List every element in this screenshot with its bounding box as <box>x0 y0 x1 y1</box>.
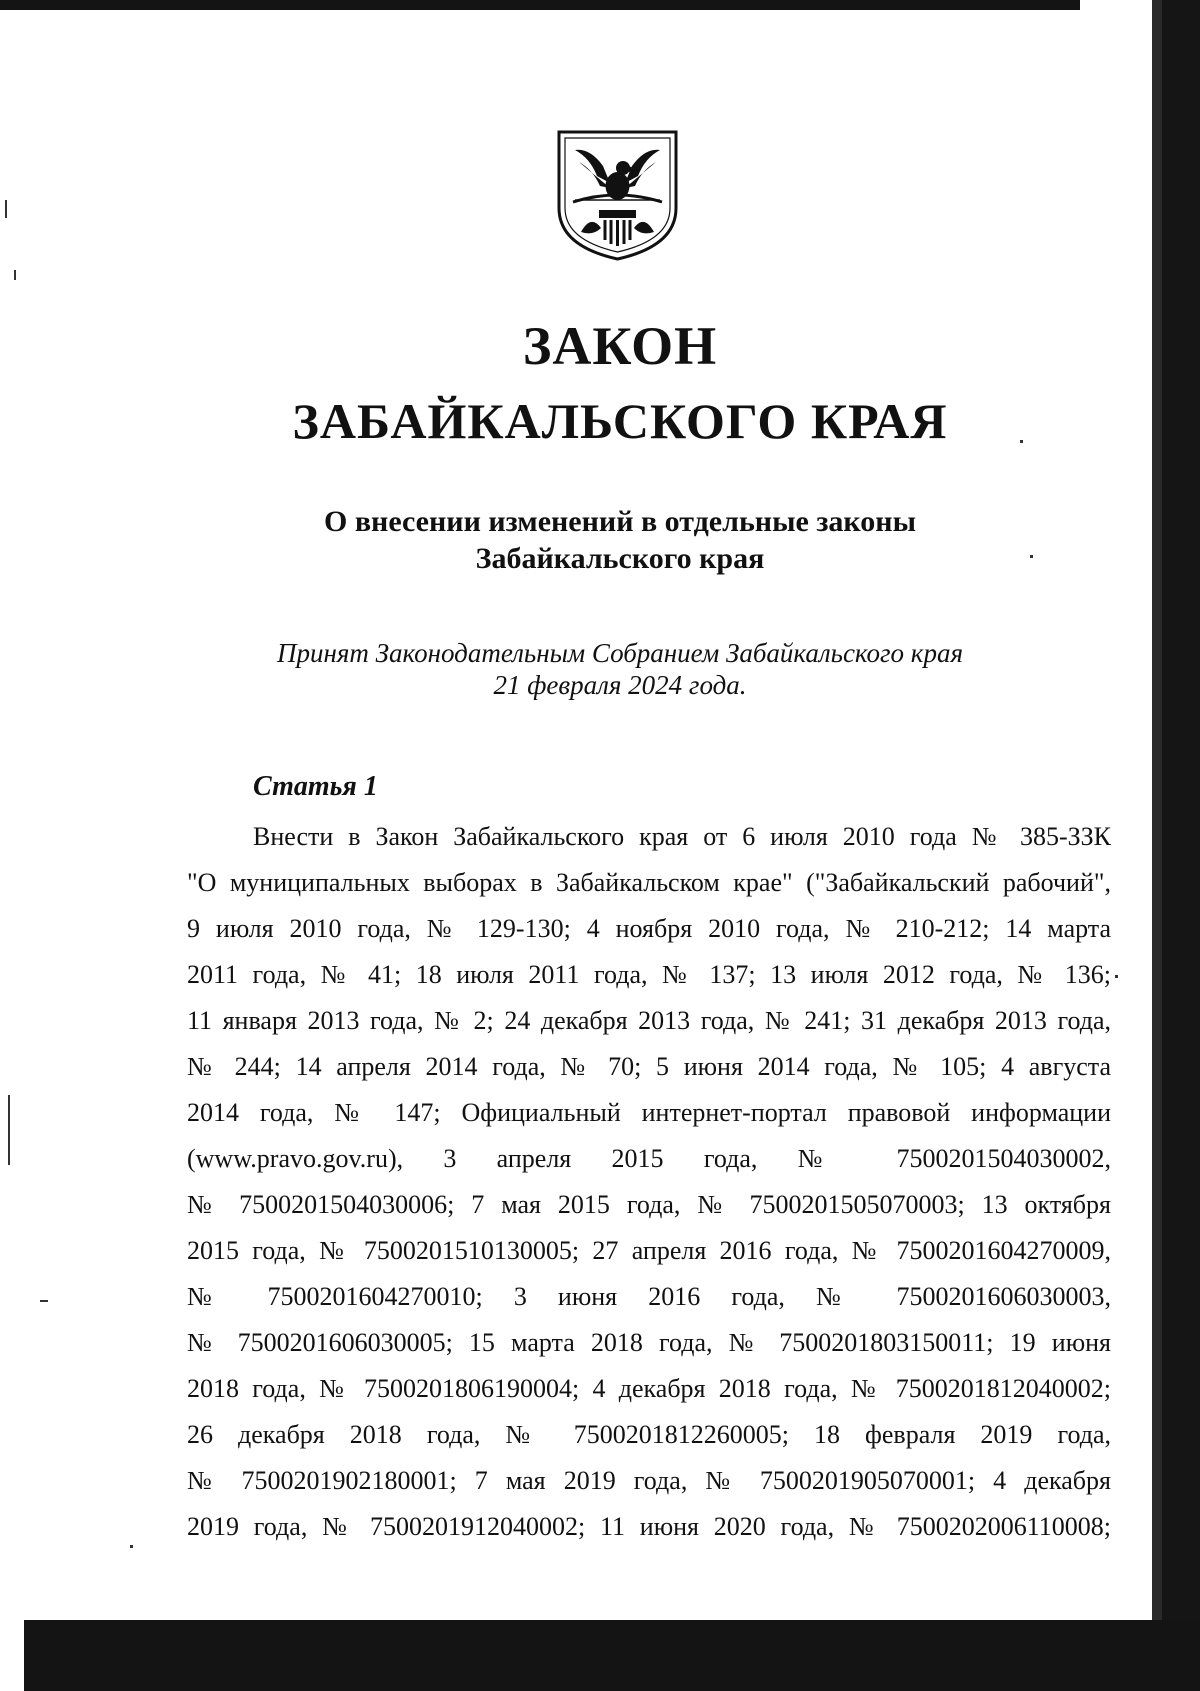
body-line: 2011 года, № 41; 18 июля 2011 года, № 137; 13 июля 2012 года, № 136; <box>187 960 1111 989</box>
adoption-note-line-1: Принят Законодательным Собранием Забайкальского края <box>276 638 963 668</box>
body-line: 9 июля 2010 года, № 129-130; 4 ноября 2010 года, № 210-212; 14 марта <box>187 914 1111 943</box>
coat-of-arms-emblem <box>555 128 680 263</box>
law-title: ЗАКОН <box>522 316 718 376</box>
scan-speck <box>5 200 7 218</box>
body-line: 2018 года, № 7500201806190004; 4 декабря 2018 года, № 7500201812040002; <box>187 1374 1111 1403</box>
article-heading: Статья 1 <box>253 771 378 802</box>
body-line: № 7500201902180001; 7 мая 2019 года, № 7500201905070001; 4 декабря <box>187 1466 1111 1495</box>
law-subject-line-2: Забайкальского края <box>475 542 765 575</box>
body-line: 2019 года, № 7500201912040002; 11 июня 2020 года, № 7500202006110008; <box>187 1512 1111 1541</box>
body-line: 2015 года, № 7500201510130005; 27 апреля 2016 года, № 7500201604270009, <box>187 1236 1111 1265</box>
scan-speck <box>14 270 16 280</box>
body-line: № 7500201504030006; 7 мая 2015 года, № 7500201505070003; 13 октября <box>187 1190 1111 1219</box>
adoption-note-line-2: 21 февраля 2024 года. <box>493 670 747 700</box>
body-line: 11 января 2013 года, № 2; 24 декабря 2013 года, № 241; 31 декабря 2013 года, <box>187 1006 1111 1035</box>
scan-border-bottom <box>24 1620 1200 1691</box>
law-subject-line-1: О внесении изменений в отдельные законы <box>324 505 916 538</box>
scan-speck <box>1115 975 1118 978</box>
body-line: "О муниципальных выборах в Забайкальском крае" ("Забайкальский рабочий", <box>187 868 1111 897</box>
scan-border-right-inner <box>1152 0 1162 1691</box>
scan-speck <box>8 1095 10 1165</box>
scan-border-top <box>0 0 1080 10</box>
body-line: 2014 года, № 147; Официальный интернет-портал правовой информации <box>187 1098 1111 1127</box>
body-line: № 7500201606030005; 15 марта 2018 года, № 7500201803150011; 19 июня <box>187 1328 1111 1357</box>
scan-border-right <box>1162 0 1200 1691</box>
body-line: (www.pravo.gov.ru), 3 апреля 2015 года, № 7500201504030002, <box>187 1144 1111 1173</box>
body-line: 26 декабря 2018 года, № 7500201812260005; 18 февраля 2019 года, <box>187 1420 1111 1449</box>
body-line: № 7500201604270010; 3 июня 2016 года, № 7500201606030003, <box>187 1282 1111 1311</box>
body-line: Внести в Закон Забайкальского края от 6 июля 2010 года № 385-ЗЗК <box>253 822 1111 851</box>
law-title-region: ЗАБАЙКАЛЬСКОГО КРАЯ <box>292 393 948 449</box>
body-line: № 244; 14 апреля 2014 года, № 70; 5 июня 2014 года, № 105; 4 августа <box>187 1052 1111 1081</box>
scan-speck <box>130 1545 133 1548</box>
scan-speck <box>40 1300 48 1302</box>
